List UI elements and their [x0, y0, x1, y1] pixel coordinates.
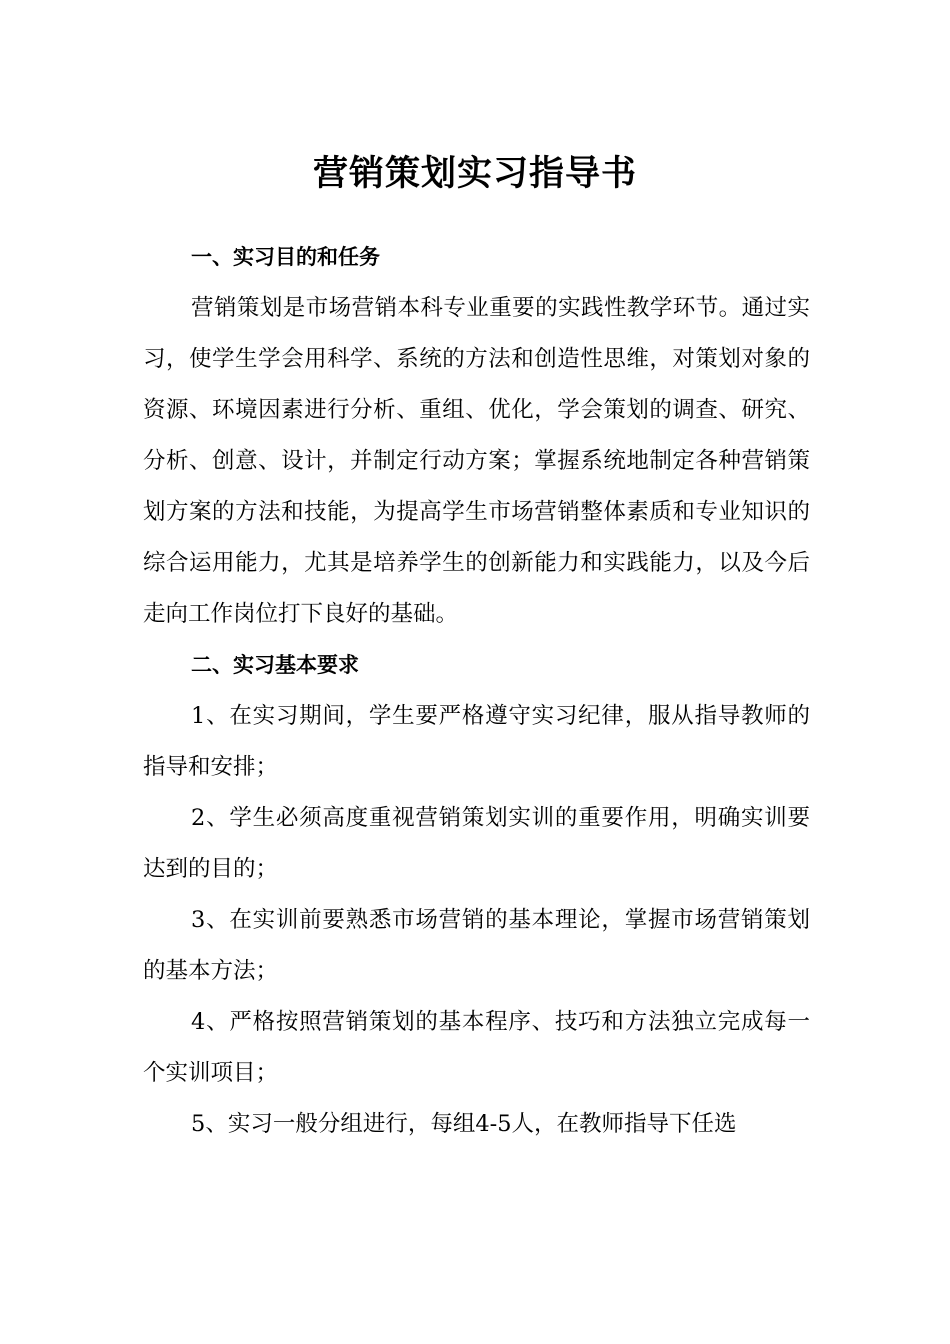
requirement-item-1: 1、在实习期间，学生要严格遵守实习纪律，服从指导教师的指导和安排； — [143, 703, 810, 780]
requirement-item-3: 3、在实训前要熟悉市场营销的基本理论，掌握市场营销策划的基本方法； — [143, 907, 810, 984]
section-heading-requirements: 二、实习基本要求 — [191, 653, 359, 677]
requirement-item-2: 2、学生必须高度重视营销策划实训的重要作用，明确实训要达到的目的； — [143, 805, 810, 882]
document-body — [143, 232, 810, 1150]
requirement-item-5: 5、实习一般分组进行，每组4-5人，在教师指导下任选 — [191, 1111, 737, 1137]
section-heading-objectives: 一、实习目的和任务 — [191, 245, 380, 269]
section-paragraph-objectives: 营销策划是市场营销本科专业重要的实践性教学环节。通过实习，使学生学会用科学、系统的方法和创造性思维，对策划对象的资源、环境因素进行分析、重组、优化，学会策划的调查、研究、分析、创意、设计，并制定行动方案；掌握系统地制定各种营销策划方案的方法和技能，为提高学生市场营销整体素质和专业知识的综合运用能力，尤其是培养学生的创新能力和实践能力，以及今后走向工作岗位打下良好的基础。 — [143, 295, 810, 627]
requirement-item-4: 4、严格按照营销策划的基本程序、技巧和方法独立完成每一个实训项目； — [143, 1009, 810, 1086]
document-title: 营销策划实习指导书 — [312, 154, 637, 194]
